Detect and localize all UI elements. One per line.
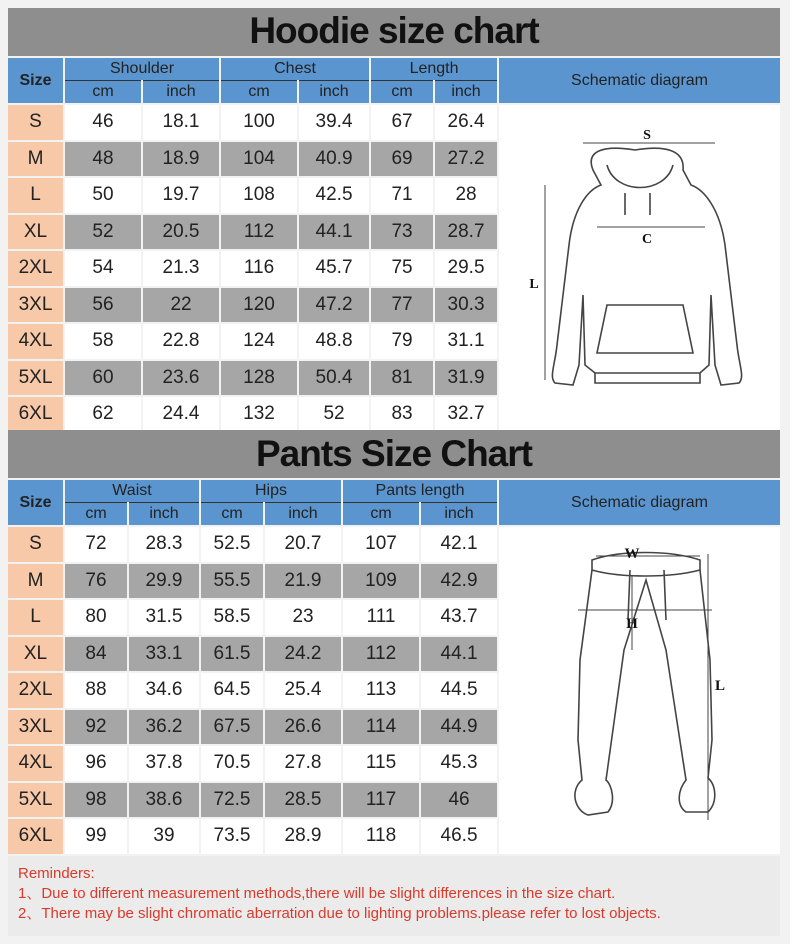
value-cell: 112: [342, 636, 420, 673]
unit-cm: cm: [64, 503, 128, 527]
size-cell: 5XL: [8, 360, 64, 397]
value-cell: 50: [64, 177, 142, 214]
value-cell: 84: [64, 636, 128, 673]
pants-title-bar: [8, 430, 780, 478]
value-cell: 44.5: [420, 672, 498, 709]
value-cell: 116: [220, 250, 298, 287]
value-cell: 18.9: [142, 141, 220, 178]
unit-cm: cm: [370, 81, 434, 105]
hips-header: Hips: [200, 480, 342, 503]
diagram-label-l: L: [529, 277, 539, 292]
value-cell: 98: [64, 782, 128, 819]
value-cell: 22.8: [142, 323, 220, 360]
value-cell: 92: [64, 709, 128, 746]
chest-header: Chest: [220, 58, 370, 81]
value-cell: 26.6: [264, 709, 342, 746]
value-cell: 39: [128, 818, 200, 855]
size-cell: 2XL: [8, 672, 64, 709]
size-cell: 6XL: [8, 396, 64, 433]
value-cell: 46: [420, 782, 498, 819]
size-cell: 3XL: [8, 709, 64, 746]
reminder-item: 2、There may be slight chromatic aberration due to lighting problems.please refer to lost objects.: [18, 905, 661, 922]
size-header: Size: [8, 480, 64, 526]
value-cell: 96: [64, 745, 128, 782]
unit-inch: inch: [298, 81, 370, 105]
value-cell: 81: [370, 360, 434, 397]
size-header: Size: [8, 58, 64, 104]
value-cell: 47.2: [298, 287, 370, 324]
value-cell: 111: [342, 599, 420, 636]
unit-cm: cm: [64, 81, 142, 105]
value-cell: 48.8: [298, 323, 370, 360]
hoodie-diagram: [515, 115, 773, 415]
value-cell: 43.7: [420, 599, 498, 636]
size-cell: 4XL: [8, 745, 64, 782]
value-cell: 23: [264, 599, 342, 636]
value-cell: 29.9: [128, 563, 200, 600]
value-cell: 25.4: [264, 672, 342, 709]
size-cell: S: [8, 526, 64, 563]
value-cell: 39.4: [298, 104, 370, 141]
value-cell: 48: [64, 141, 142, 178]
length-header: Length: [370, 58, 498, 81]
shoulder-header: Shoulder: [64, 58, 220, 81]
value-cell: 77: [370, 287, 434, 324]
size-cell: 2XL: [8, 250, 64, 287]
unit-cm: cm: [200, 503, 264, 527]
value-cell: 44.1: [420, 636, 498, 673]
value-cell: 124: [220, 323, 298, 360]
value-cell: 31.5: [128, 599, 200, 636]
value-cell: 120: [220, 287, 298, 324]
waist-header: Waist: [64, 480, 200, 503]
value-cell: 29.5: [434, 250, 498, 287]
value-cell: 37.8: [128, 745, 200, 782]
reminders-title: Reminders:: [18, 865, 95, 882]
schematic-header: Schematic diagram: [498, 480, 780, 526]
value-cell: 44.1: [298, 214, 370, 251]
reminders-box: [8, 856, 780, 936]
size-cell: M: [8, 563, 64, 600]
value-cell: 22: [142, 287, 220, 324]
value-cell: 34.6: [128, 672, 200, 709]
diagram-label-s: S: [643, 128, 651, 143]
value-cell: 46: [64, 104, 142, 141]
value-cell: 28: [434, 177, 498, 214]
value-cell: 73: [370, 214, 434, 251]
value-cell: 58.5: [200, 599, 264, 636]
value-cell: 132: [220, 396, 298, 433]
value-cell: 31.1: [434, 323, 498, 360]
value-cell: 55.5: [200, 563, 264, 600]
size-cell: 3XL: [8, 287, 64, 324]
value-cell: 38.6: [128, 782, 200, 819]
value-cell: 42.1: [420, 526, 498, 563]
value-cell: 58: [64, 323, 142, 360]
unit-inch: inch: [128, 503, 200, 527]
value-cell: 18.1: [142, 104, 220, 141]
size-cell: 5XL: [8, 782, 64, 819]
unit-inch: inch: [434, 81, 498, 105]
value-cell: 24.2: [264, 636, 342, 673]
value-cell: 56: [64, 287, 142, 324]
value-cell: 100: [220, 104, 298, 141]
value-cell: 46.5: [420, 818, 498, 855]
value-cell: 109: [342, 563, 420, 600]
value-cell: 67.5: [200, 709, 264, 746]
diagram-label-h: H: [626, 616, 638, 632]
value-cell: 24.4: [142, 396, 220, 433]
value-cell: 60: [64, 360, 142, 397]
pants-length-header: Pants length: [342, 480, 498, 503]
diagram-label-l: L: [714, 678, 726, 694]
value-cell: 44.9: [420, 709, 498, 746]
value-cell: 21.9: [264, 563, 342, 600]
diagram-label-c: C: [641, 232, 653, 247]
value-cell: 52: [298, 396, 370, 433]
value-cell: 108: [220, 177, 298, 214]
value-cell: 79: [370, 323, 434, 360]
value-cell: 33.1: [128, 636, 200, 673]
value-cell: 113: [342, 672, 420, 709]
hoodie-title: Hoodie size chart: [249, 10, 539, 51]
value-cell: 26.4: [434, 104, 498, 141]
value-cell: 31.9: [434, 360, 498, 397]
value-cell: 50.4: [298, 360, 370, 397]
value-cell: 19.7: [142, 177, 220, 214]
value-cell: 21.3: [142, 250, 220, 287]
value-cell: 27.2: [434, 141, 498, 178]
value-cell: 28.5: [264, 782, 342, 819]
value-cell: 42.9: [420, 563, 498, 600]
value-cell: 30.3: [434, 287, 498, 324]
value-cell: 73.5: [200, 818, 264, 855]
unit-inch: inch: [420, 503, 498, 527]
size-cell: 4XL: [8, 323, 64, 360]
schematic-header: Schematic diagram: [498, 58, 780, 104]
size-cell: 6XL: [8, 818, 64, 855]
size-cell: S: [8, 104, 64, 141]
value-cell: 117: [342, 782, 420, 819]
value-cell: 128: [220, 360, 298, 397]
value-cell: 52.5: [200, 526, 264, 563]
unit-cm: cm: [220, 81, 298, 105]
value-cell: 62: [64, 396, 142, 433]
value-cell: 28.3: [128, 526, 200, 563]
value-cell: 20.5: [142, 214, 220, 251]
pants-diagram: [560, 540, 740, 840]
value-cell: 70.5: [200, 745, 264, 782]
value-cell: 118: [342, 818, 420, 855]
value-cell: 36.2: [128, 709, 200, 746]
value-cell: 54: [64, 250, 142, 287]
value-cell: 28.7: [434, 214, 498, 251]
value-cell: 28.9: [264, 818, 342, 855]
value-cell: 69: [370, 141, 434, 178]
value-cell: 104: [220, 141, 298, 178]
value-cell: 88: [64, 672, 128, 709]
diagram-label-w: W: [624, 546, 640, 562]
value-cell: 40.9: [298, 141, 370, 178]
value-cell: 42.5: [298, 177, 370, 214]
unit-cm: cm: [342, 503, 420, 527]
unit-inch: inch: [142, 81, 220, 105]
value-cell: 45.7: [298, 250, 370, 287]
value-cell: 72.5: [200, 782, 264, 819]
value-cell: 114: [342, 709, 420, 746]
size-cell: XL: [8, 214, 64, 251]
reminder-item: 1、Due to different measurement methods,there will be slight differences in the size chart.: [18, 885, 616, 902]
value-cell: 64.5: [200, 672, 264, 709]
value-cell: 76: [64, 563, 128, 600]
value-cell: 23.6: [142, 360, 220, 397]
value-cell: 107: [342, 526, 420, 563]
value-cell: 20.7: [264, 526, 342, 563]
value-cell: 83: [370, 396, 434, 433]
value-cell: 27.8: [264, 745, 342, 782]
value-cell: 52: [64, 214, 142, 251]
size-cell: L: [8, 177, 64, 214]
value-cell: 71: [370, 177, 434, 214]
value-cell: 112: [220, 214, 298, 251]
size-cell: M: [8, 141, 64, 178]
value-cell: 45.3: [420, 745, 498, 782]
value-cell: 80: [64, 599, 128, 636]
value-cell: 32.7: [434, 396, 498, 433]
size-cell: XL: [8, 636, 64, 673]
value-cell: 61.5: [200, 636, 264, 673]
pants-title: Pants Size Chart: [256, 433, 532, 474]
hoodie-title-bar: [8, 8, 780, 56]
value-cell: 67: [370, 104, 434, 141]
value-cell: 115: [342, 745, 420, 782]
size-cell: L: [8, 599, 64, 636]
value-cell: 72: [64, 526, 128, 563]
unit-inch: inch: [264, 503, 342, 527]
value-cell: 99: [64, 818, 128, 855]
value-cell: 75: [370, 250, 434, 287]
